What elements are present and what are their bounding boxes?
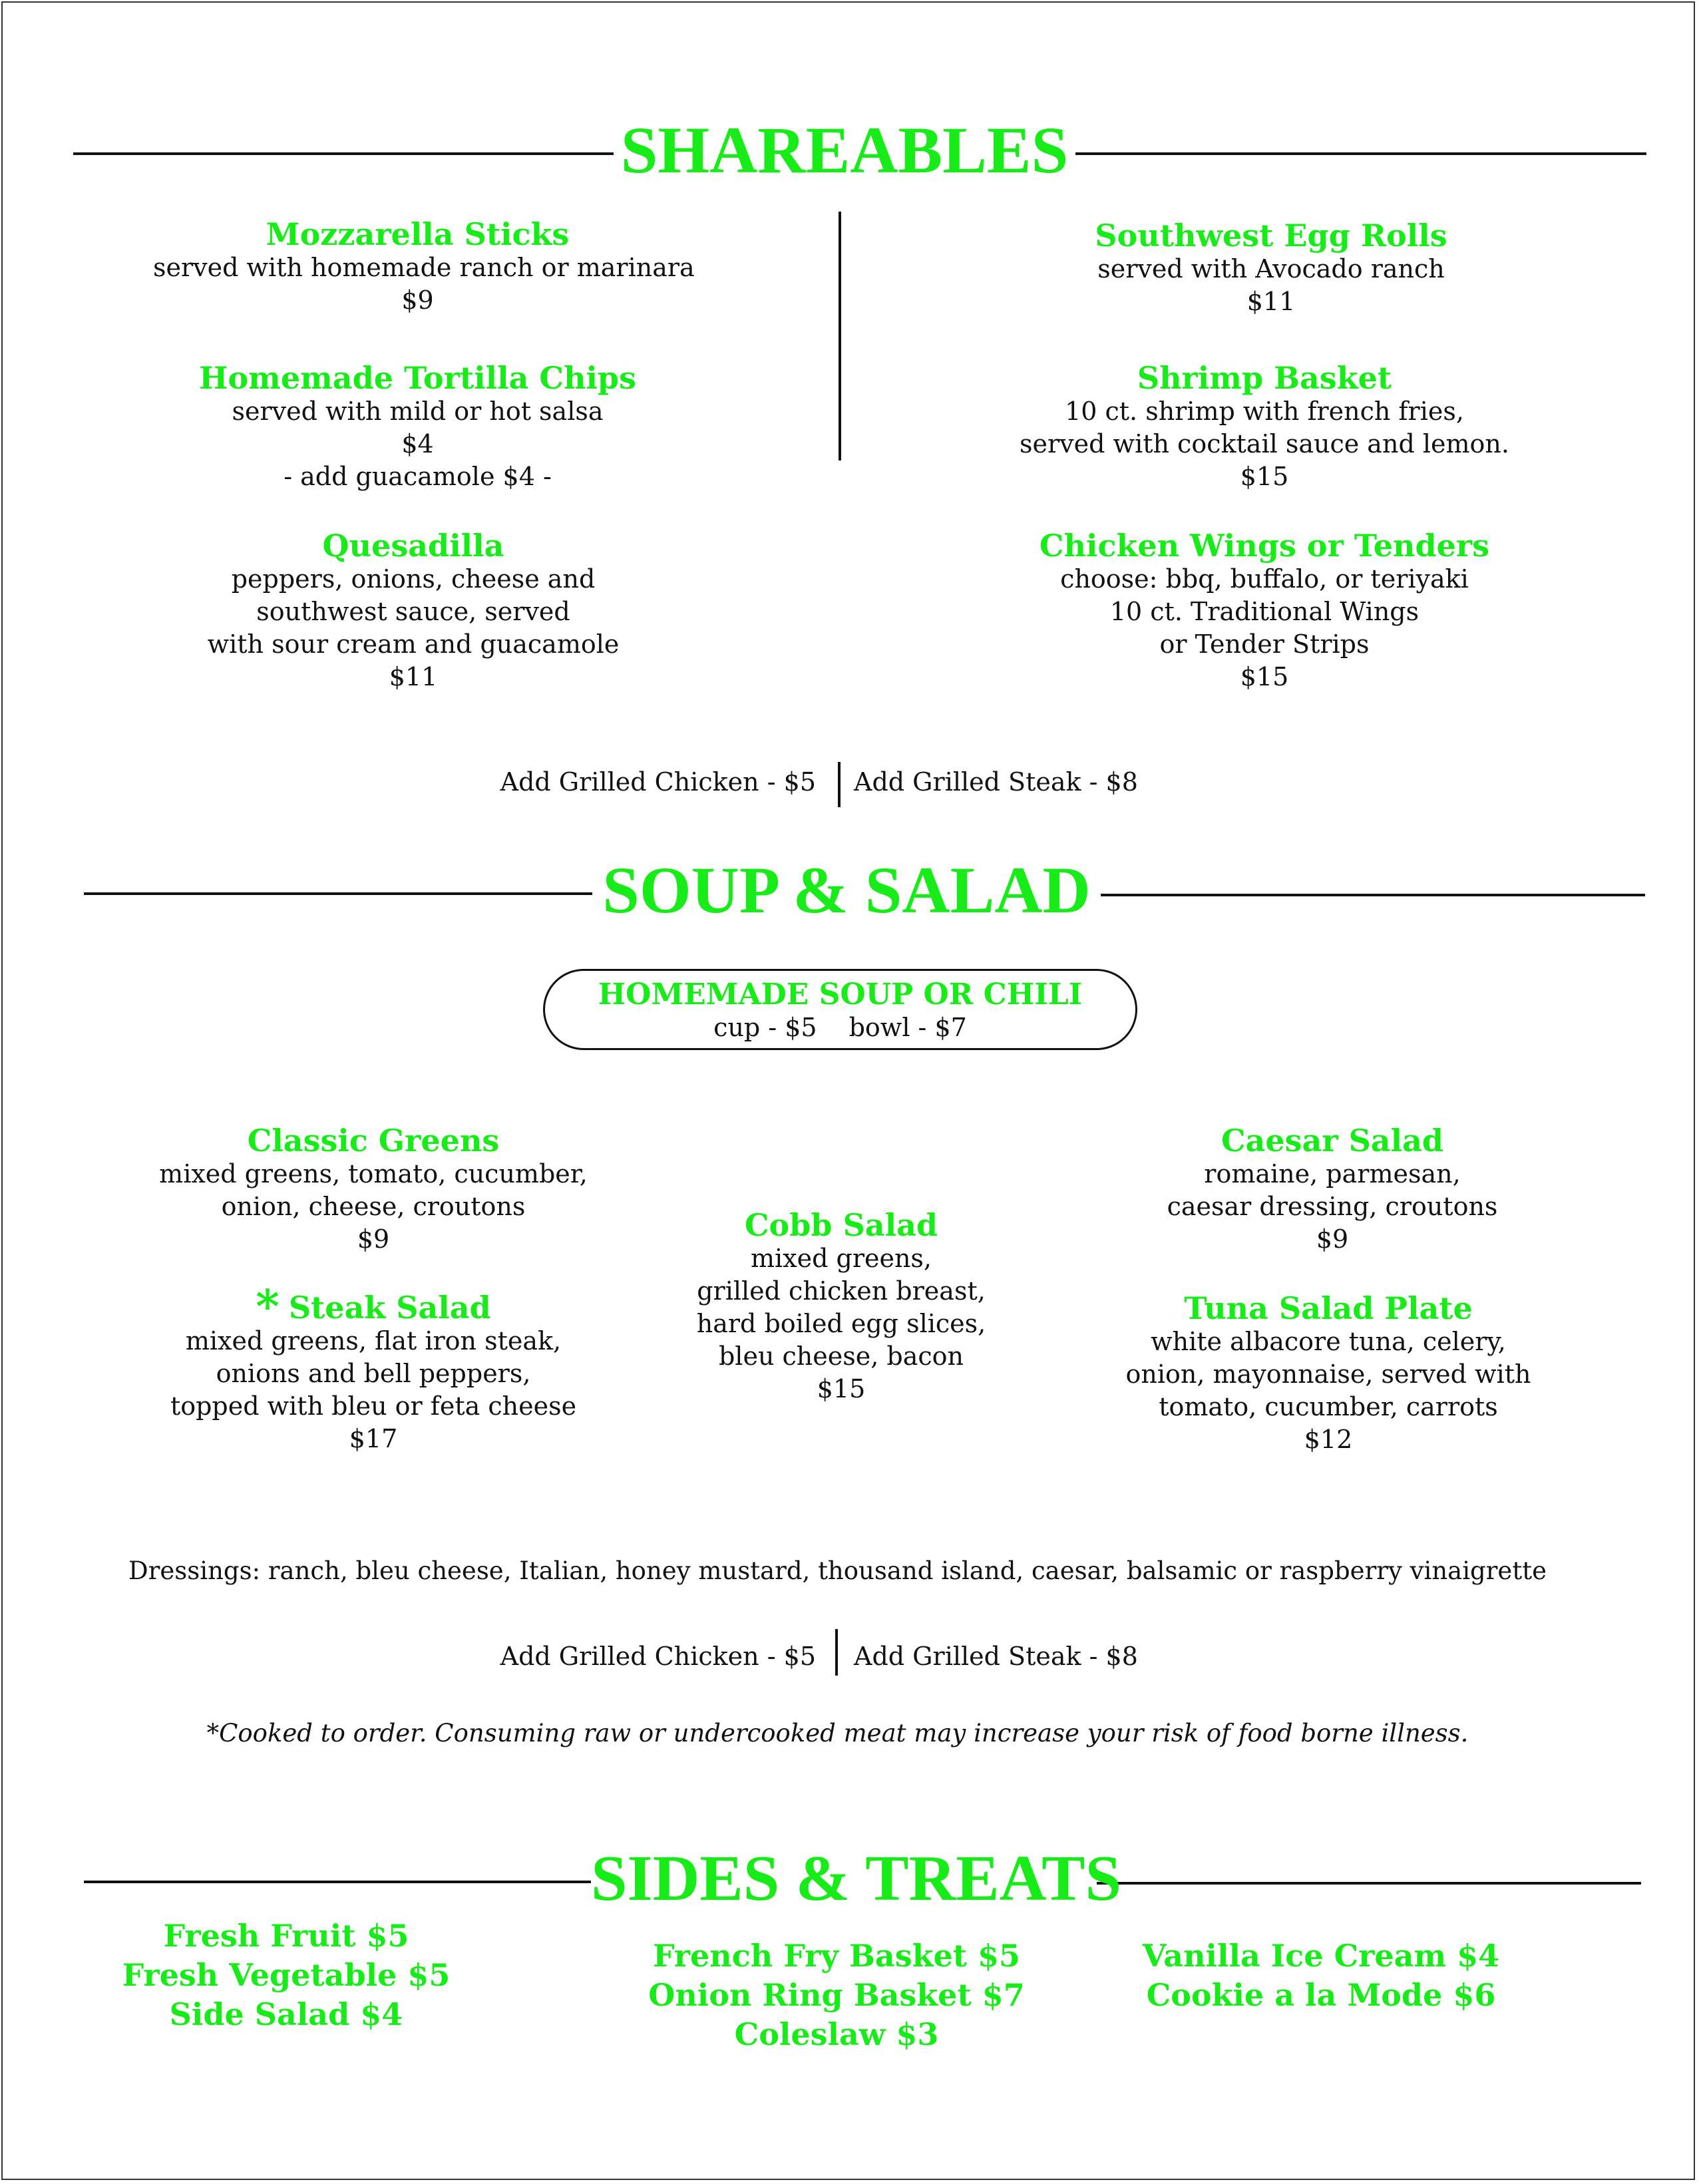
soup-title: HOMEMADE SOUP OR CHILI [598,978,1083,1011]
item-name: Chicken Wings or Tenders [1039,528,1490,564]
heading-rule-left [73,152,614,155]
menu-item-steak-salad [133,1280,614,1455]
item-description: romaine, parmesan, [1204,1159,1461,1188]
addon-divider [835,1629,838,1676]
item-description: choose: bbq, buffalo, or teriyaki [1060,564,1469,594]
item-description: onion, cheese, croutons [221,1192,526,1221]
heading-rule-left [84,892,592,895]
item-name: Classic Greens [247,1123,500,1159]
item-addon: - add guacamole $4 - [283,462,552,491]
menu-item-tortilla-chips [153,361,682,493]
menu-item-caesar-salad [1078,1123,1587,1256]
heading-rule-right [1075,152,1646,155]
item-name: Southwest Egg Rolls [1095,218,1447,254]
dressings-list: Dressings: ranch, bleu cheese, Italian, honey mustard, thousand island, caesar, balsamic or raspberry vinaigrette [128,1556,1547,1585]
item-description: grilled chicken breast, [697,1276,986,1306]
item-description: white albacore tuna, celery, [1151,1327,1506,1356]
addon-divider [838,762,841,807]
sides-column-2 [646,1936,1028,2054]
item-description: served with homemade ranch or marinara [153,253,695,282]
addon-grilled-steak: Add Grilled Steak - $8 [854,1642,1138,1671]
side-item: French Fry Basket $5 [652,1938,1021,1974]
addon-grilled-steak: Add Grilled Steak - $8 [854,767,1138,797]
asterisk-marker: * [256,1280,280,1334]
item-description: served with mild or hot salsa [232,397,604,426]
side-item: Fresh Fruit $5 [163,1918,409,1954]
item-name: Mozzarella Sticks [266,216,570,252]
section-title-sides-treats: SIDES & TREATS [591,1843,1122,1914]
item-description: hard boiled egg slices, [696,1309,986,1338]
item-price: $4 [401,429,434,458]
item-description: bleu cheese, bacon [718,1342,964,1371]
food-safety-disclaimer: *Cooked to order. Consuming raw or undercooked meat may increase your risk of food borne illness. [206,1719,1469,1747]
item-name: Homemade Tortilla Chips [199,360,636,396]
item-description: 10 ct. Traditional Wings [1109,597,1419,626]
menu-item-shrimp-basket [972,361,1557,493]
item-name: Shrimp Basket [1137,360,1392,396]
side-item: Side Salad $4 [169,1996,403,2032]
item-price: $12 [1304,1425,1353,1454]
section-title-shareables: SHAREABLES [620,113,1069,187]
addon-grilled-chicken: Add Grilled Chicken - $5 [500,767,816,797]
item-price: $15 [1240,462,1289,491]
item-name: * Steak Salad [256,1280,491,1334]
item-description: topped with bleu or feta cheese [170,1391,577,1421]
item-description: mixed greens, flat iron steak, [185,1326,562,1356]
item-name: Caesar Salad [1221,1123,1444,1159]
menu-item-cobb-salad [673,1208,1009,1405]
soup-bowl-price: bowl - $7 [849,1013,967,1042]
item-price: $11 [1246,287,1296,316]
sides-column-1 [120,1916,453,2034]
treat-item: Cookie a la Mode $6 [1146,1977,1496,2013]
item-name: Cobb Salad [744,1207,938,1243]
item-name: Tuna Salad Plate [1184,1290,1473,1326]
item-description: peppers, onions, cheese and [231,564,596,594]
side-item: Coleslaw $3 [734,2016,939,2052]
soup-cup-price: cup - $5 [713,1013,817,1042]
treat-item: Vanilla Ice Cream $4 [1142,1938,1500,1974]
menu-item-mozzarella-sticks [153,216,695,317]
item-price: $9 [1316,1224,1349,1254]
item-description: served with Avocado ranch [1097,254,1445,283]
heading-rule-right [1101,894,1645,896]
menu-item-tuna-salad-plate [1078,1291,1579,1456]
side-item: Onion Ring Basket $7 [648,1977,1025,2013]
menu-item-chicken-wings [972,528,1557,693]
heading-rule-left [84,1881,591,1883]
item-price: $9 [357,1224,390,1254]
item-description: onion, mayonnaise, served with [1125,1360,1531,1389]
item-description: 10 ct. shrimp with french fries, [1065,397,1464,426]
item-description: caesar dressing, croutons [1167,1192,1498,1221]
item-price: $17 [349,1424,398,1453]
item-description: tomato, cucumber, carrots [1159,1392,1498,1421]
menu-item-southwest-egg-rolls [972,218,1571,318]
column-divider [839,212,841,460]
item-description: onions and bell peppers, [216,1359,531,1388]
addon-grilled-chicken: Add Grilled Chicken - $5 [500,1642,816,1671]
section-title-soup-salad: SOUP & SALAD [602,853,1091,927]
item-description: or Tender Strips [1159,630,1370,659]
item-price: $11 [389,662,438,691]
item-description: mixed greens, tomato, cucumber, [159,1159,588,1188]
item-description: mixed greens, [750,1244,932,1273]
side-item: Fresh Vegetable $5 [122,1957,451,1993]
soup-or-chili-box [543,969,1137,1050]
item-description: served with cocktail sauce and lemon. [1020,429,1509,458]
item-name: Quesadilla [322,528,504,564]
item-price: $15 [1240,662,1289,691]
item-price: $15 [817,1374,866,1403]
treats-column [1131,1936,1511,2015]
menu-item-quesadilla [153,528,673,693]
item-description: southwest sauce, served [256,597,570,626]
soup-prices [545,1012,1135,1043]
heading-rule-right [1097,1882,1641,1885]
menu-item-classic-greens [133,1123,614,1256]
item-price: $9 [401,285,434,315]
item-description: with sour cream and guacamole [207,630,620,659]
